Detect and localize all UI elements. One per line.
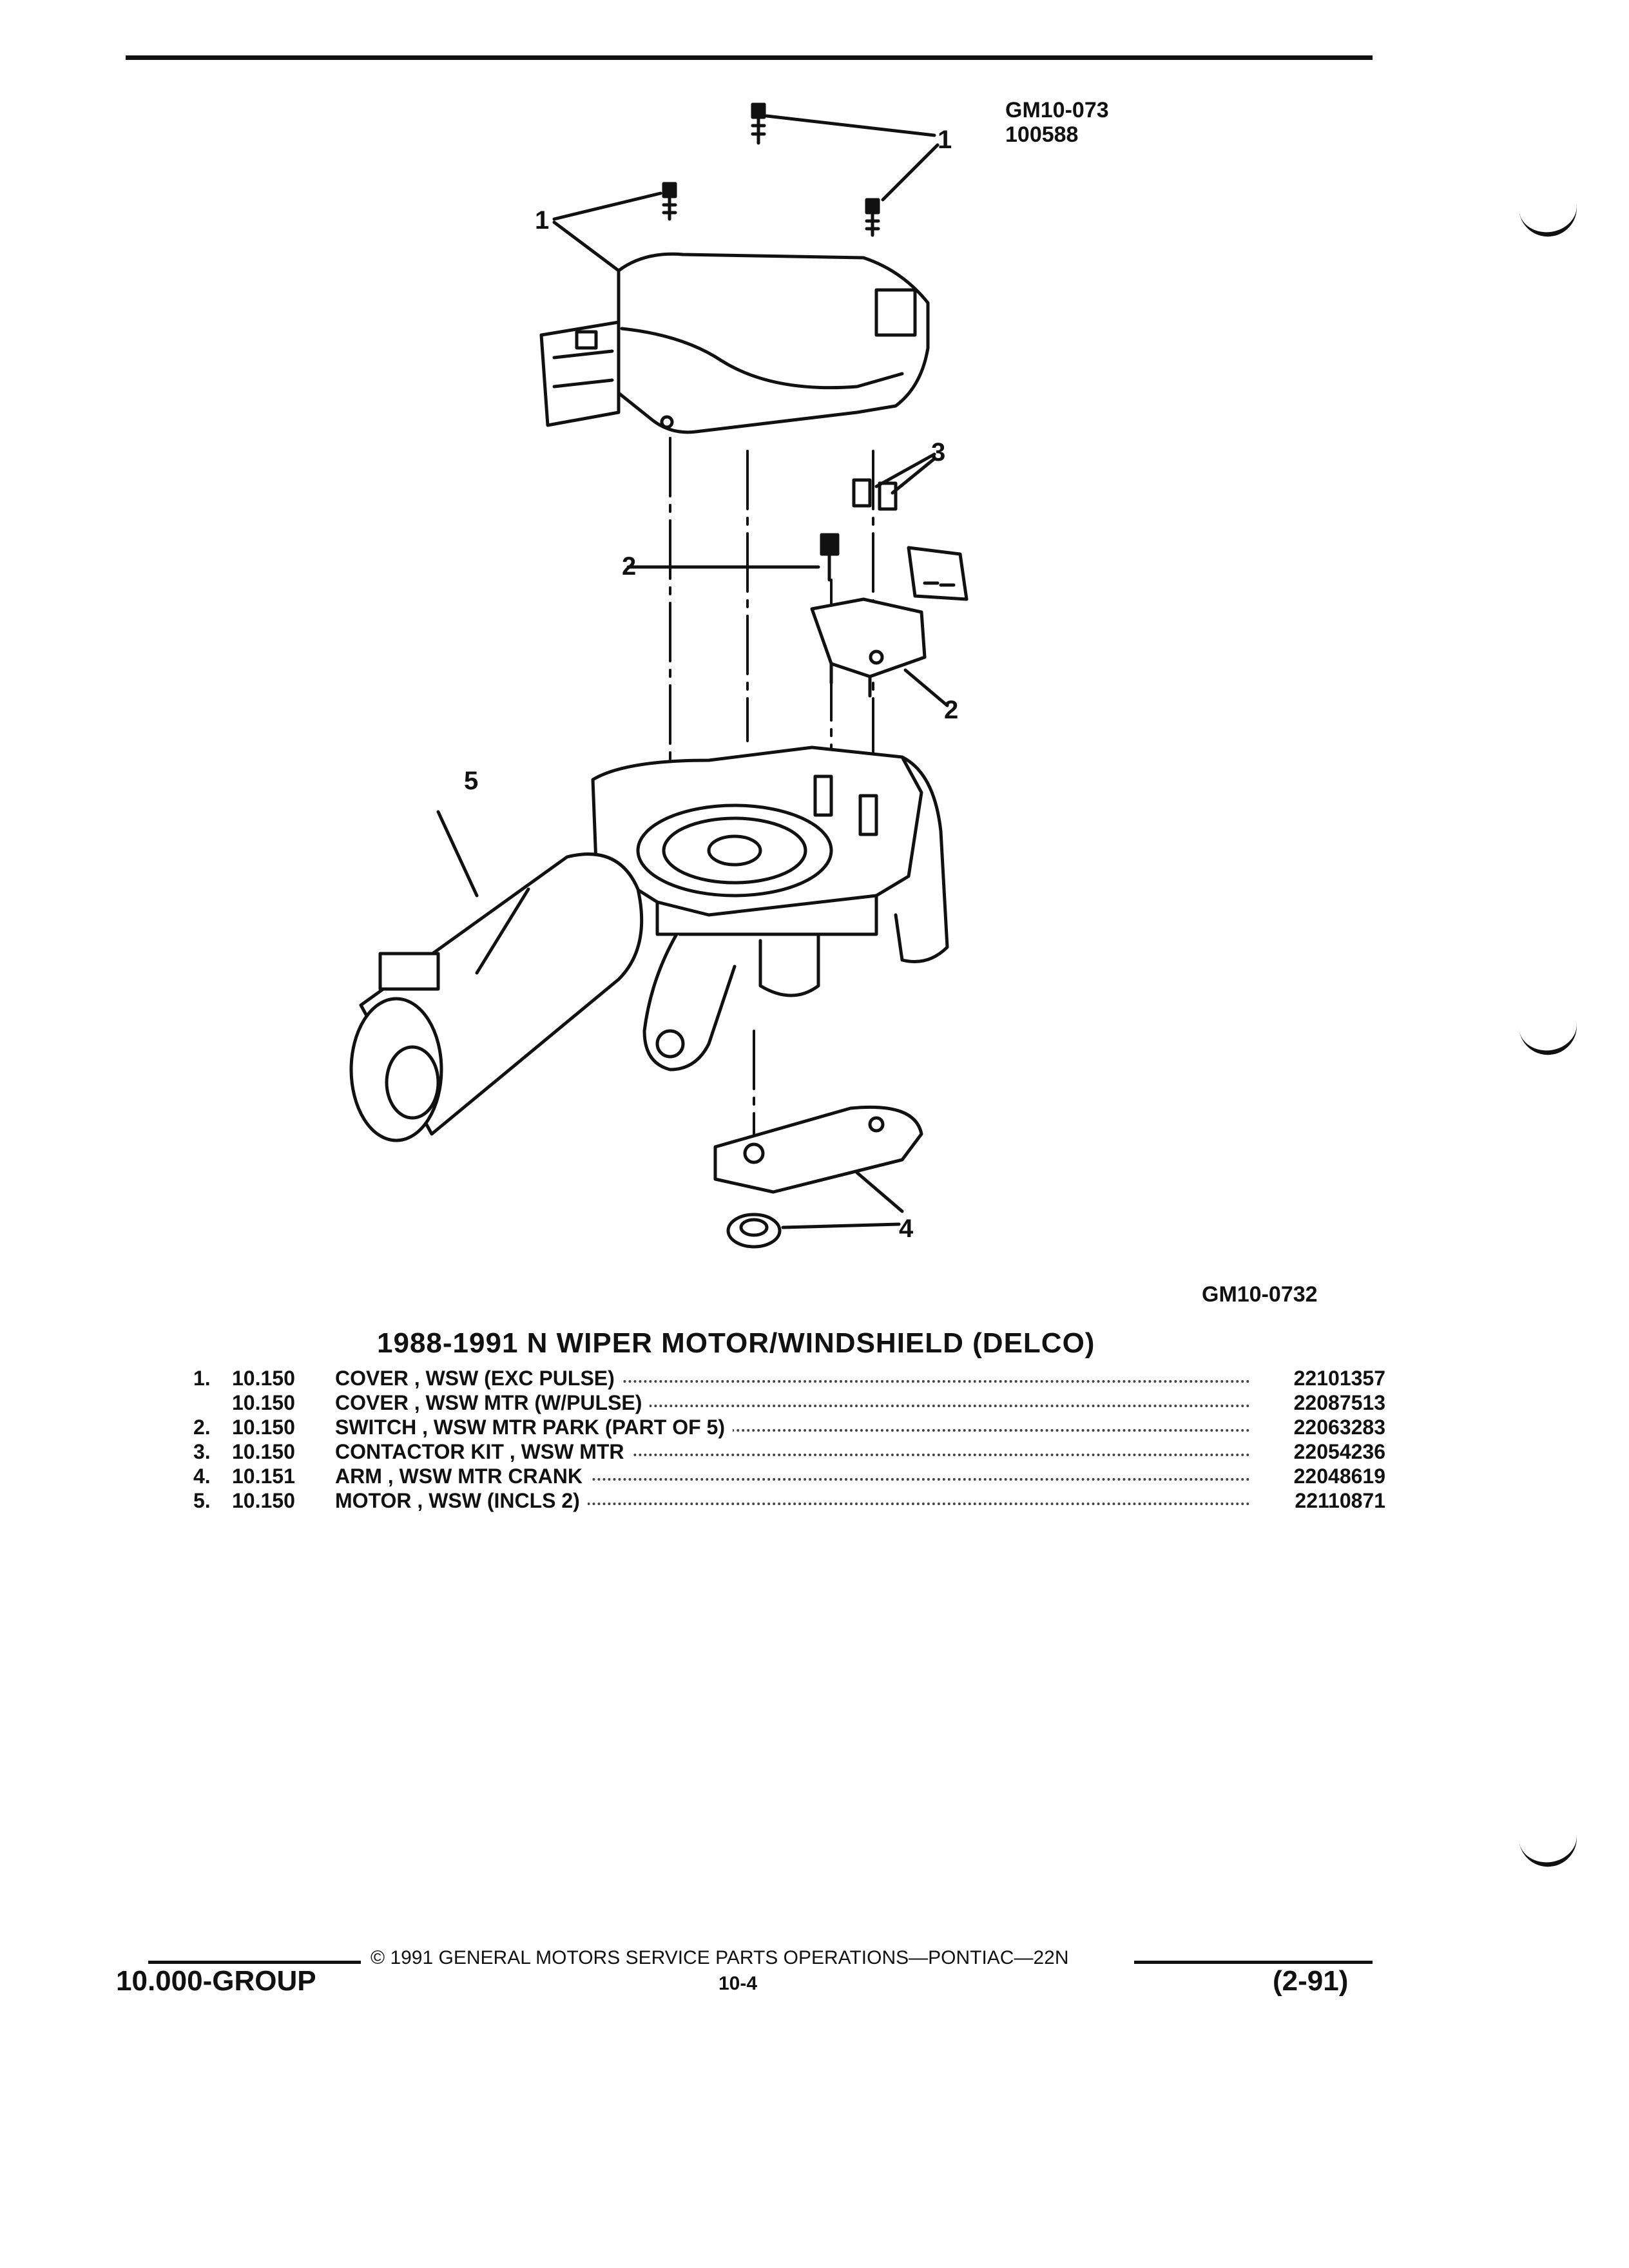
part-description: COVER , WSW (EXC PULSE) [335, 1367, 622, 1390]
part-number: 22048619 [1257, 1464, 1385, 1488]
footer-rule-right [1134, 1961, 1373, 1964]
parts-row [193, 1439, 1385, 1464]
screw-part-2 [628, 535, 838, 580]
part-group: 10.150 [232, 1440, 295, 1463]
callout-5: 5 [464, 767, 479, 795]
page-title: 1988-1991 N WIPER MOTOR/WINDSHIELD (DELCO) [377, 1327, 1095, 1359]
screw-top-left [664, 184, 675, 219]
figure-code-sub: 100588 [1005, 122, 1079, 147]
part-description: MOTOR , WSW (INCLS 2) [335, 1489, 588, 1512]
parts-row [193, 1390, 1385, 1415]
gear-housing-part [593, 747, 947, 1070]
part-description: COVER , WSW MTR (W/PULSE) [335, 1391, 650, 1414]
parts-row [193, 1415, 1385, 1439]
part-number-index: 2. [193, 1416, 211, 1439]
footer-group: 10.000-GROUP [116, 1965, 316, 1997]
part-number-index: 1. [193, 1367, 211, 1390]
footer-rule-left [148, 1961, 361, 1964]
part-group: 10.150 [232, 1391, 295, 1414]
part-number: 22087513 [1257, 1390, 1385, 1415]
screw-top-center [753, 104, 764, 143]
part-group: 10.150 [232, 1367, 295, 1390]
parts-row [193, 1488, 1385, 1513]
footer-copyright: © 1991 GENERAL MOTORS SERVICE PARTS OPERATIONS—PONTIAC—22N [371, 1947, 1069, 1968]
part-number: 22063283 [1257, 1415, 1385, 1439]
part-number-index: 3. [193, 1440, 211, 1463]
figure-code-top: GM10-073 [1005, 98, 1109, 122]
parts-list [193, 1366, 1385, 1513]
part-number-index: 5. [193, 1489, 211, 1512]
part-description: CONTACTOR KIT , WSW MTR [335, 1440, 632, 1463]
part-description: SWITCH , WSW MTR PARK (PART OF 5) [335, 1416, 733, 1439]
part-group: 10.151 [232, 1465, 295, 1488]
parts-row [193, 1366, 1385, 1390]
part-number: 22101357 [1257, 1366, 1385, 1390]
crank-arm-part [715, 1107, 921, 1247]
callout-2-left: 2 [622, 552, 637, 581]
part-group: 10.150 [232, 1489, 295, 1512]
motor-part [351, 812, 642, 1140]
footer-date: (2-91) [1273, 1965, 1349, 1997]
contactor-kit-part [854, 454, 934, 509]
callout-3: 3 [931, 438, 946, 466]
footer-page-number: 10-4 [718, 1973, 758, 1994]
callout-1-top: 1 [938, 126, 952, 154]
callout-2-right: 2 [944, 696, 959, 724]
part-number: 22110871 [1257, 1488, 1385, 1513]
part-group: 10.150 [232, 1416, 295, 1439]
brush-card [909, 548, 967, 599]
margin-binding-mark-3 [1519, 1832, 1581, 1870]
callout-4: 4 [899, 1215, 914, 1243]
screw-top-right [867, 200, 878, 235]
part-number: 22054236 [1257, 1439, 1385, 1464]
callout-1-left: 1 [535, 206, 550, 235]
figure-code-bottom: GM10-0732 [1202, 1282, 1318, 1307]
part-description: ARM , WSW MTR CRANK [335, 1465, 590, 1488]
part-number-index: 4. [193, 1465, 211, 1488]
parts-row [193, 1464, 1385, 1488]
cover-part [541, 254, 928, 432]
